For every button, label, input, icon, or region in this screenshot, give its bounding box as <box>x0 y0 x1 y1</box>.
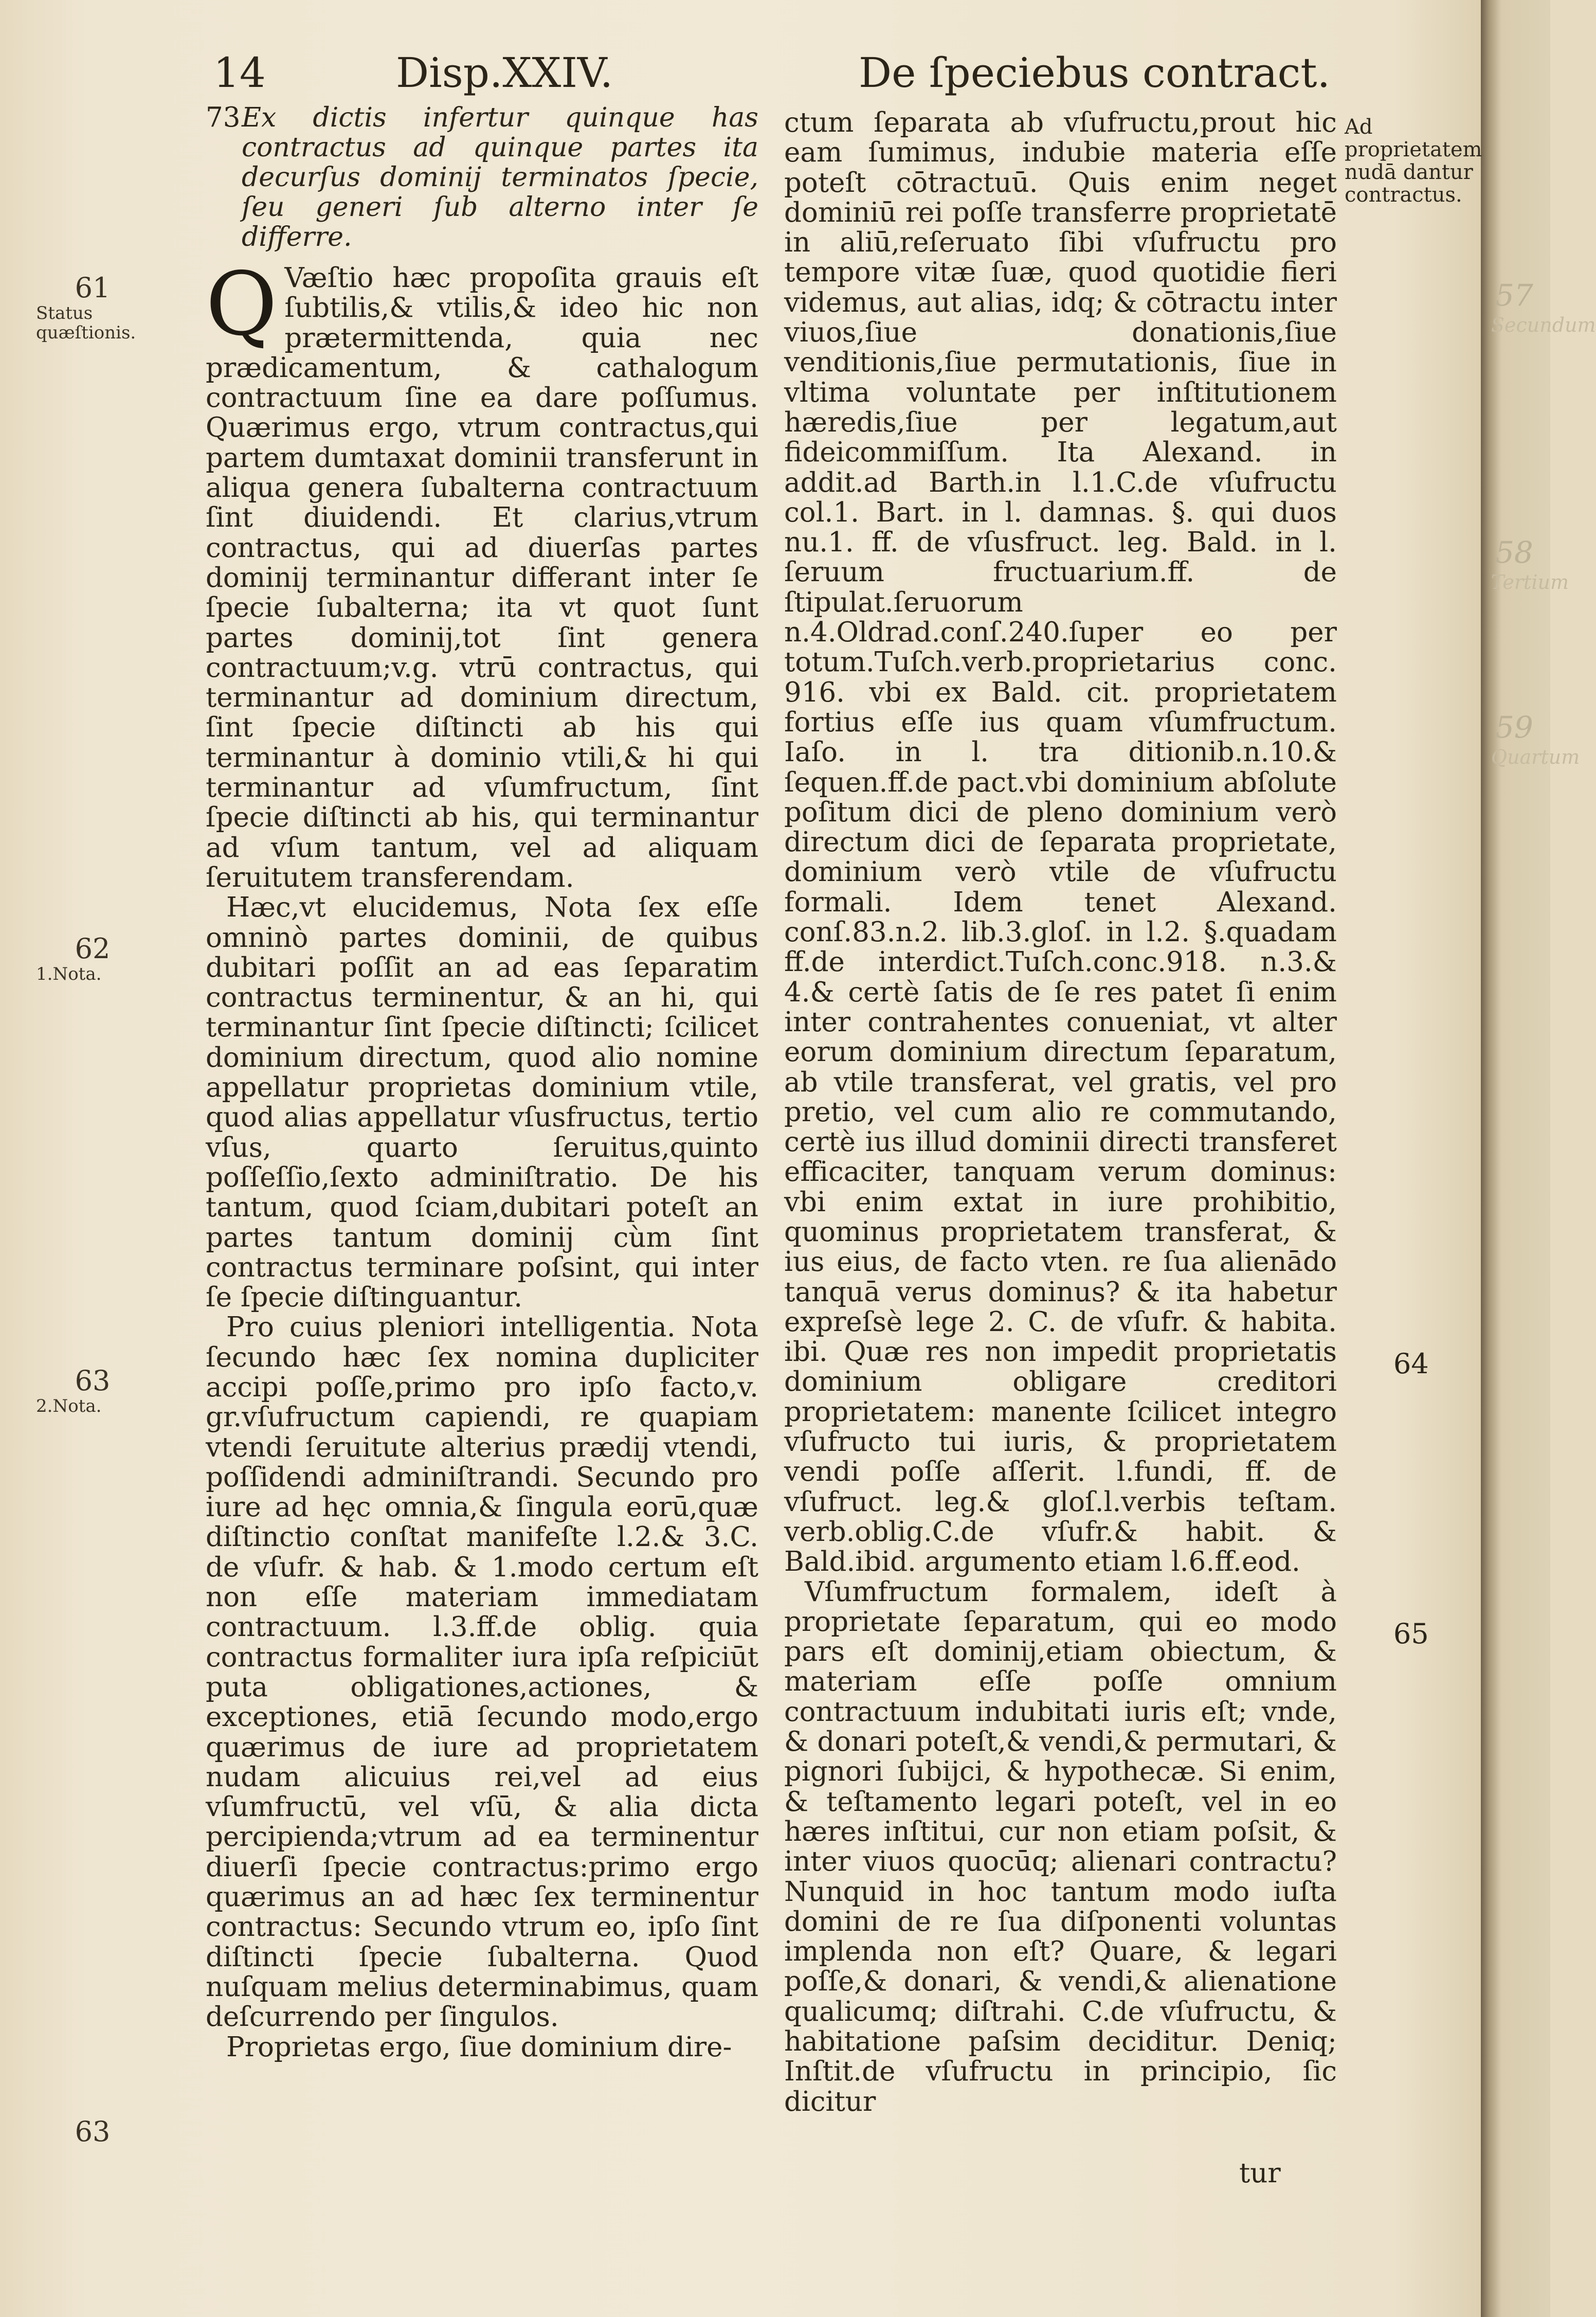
summary-text: Ex dictis infertur quinque has contractus ad quinque partes ita decurſus dominij terminatos ſpecie, ſeu generi ſub alterno inter ſe differre. <box>242 102 758 253</box>
margin-note-text: 2.Nota. <box>36 1396 102 1416</box>
margin-number: 61 <box>75 272 111 304</box>
paragraph: Proprietas ergo, ſiue dominium dire- <box>226 2031 732 2063</box>
bleed-number: 59 <box>1495 710 1533 745</box>
bleed-word: Tertium <box>1491 571 1569 594</box>
catchword: tur <box>1239 2158 1281 2189</box>
section-summary <box>206 103 758 252</box>
margin-note-text: 1.Nota. <box>36 964 102 984</box>
paragraph: ctum ſeparata ab vſufructu,prout hic eam ſumimus, indubie materia eſſe poteſt cōtractuū. Quis enim neget dominiū rei poſſe transferre proprietatē in aliū,reſeruato ſibi vſufructu pro tempore vitæ ſuæ, quod quotidie fieri videmus, aut alias, idq; & cōtractu inter viuos,ſiue donationis,ſiue venditionis,ſiue permutationis, ſiue in vltima voluntate per inſtitutionem hæredis,ſiue per legatum,aut fideicommiſſum. Ita Alexand. in addit.ad Barth.in l.1.C.de vſufructu col.1. Bart. in l. damnas. §. qui duos nu.1. ff. de vſusfruct. leg. Bald. in l. ſeruum fructuarium.ff. de ſtipulat.ſeruorum n.4.Oldrad.conſ.240.ſuper eo per totum.Tuſch.verb.proprietarius conc. 916. vbi ex Bald. cit. proprietatem fortius eſſe ius quam vſumfructum. Iaſo. in l. tra ditionib.n.10.& ſequen.ff.de pact.vbi dominium abſolute poſitum dici de pleno dominium verò directum dici de ſeparata proprietate, dominium verò vtile de vſufructu formali. Idem tenet Alexand. conſ.83.n.2. lib.3.gloſ. in l.2. §.quadam ff.de interdict.Tuſch.conc.918. n.3.& 4.& certè ſatis de ſe res patet ſi enim inter contrahentes conueniat, vt alter eorum dominium directum ſeparatum, ab vtile transferat, vel gratis, vel pro pretio, vel cum alio re commutando, certè ius illud dominii directi transferet efficaciter, tanquam verum dominus: vbi enim extat in iure prohibitio, quominus proprietatem transferat, & ius eius, de facto vten. re ſua alienādo tanquā verus dominus? & ita habetur expreſsè lege 2. C. de vſufr. & habita. ibi. Quæ res non impedit proprietatis dominium obligare creditori proprietatem: manente ſcilicet integro vſufructo tui iuris, & proprietatem vendi poſſe aſſerit. l.fundi, ff. de vſufruct. leg.& gloſ.l.verbis teſtam. verb.oblig.C.de vſufr.& habit. & Bald.ibid. argumento etiam l.6.ff.eod. <box>784 107 1337 1578</box>
margin-number: 64 <box>1393 1348 1429 1380</box>
margin-note-right: Ad proprietatem nudā dantur contractus. <box>1345 115 1482 207</box>
margin-note <box>36 1366 190 1416</box>
margin-number: 62 <box>75 932 111 965</box>
running-title: De ſpeciebus contract. <box>859 49 1330 97</box>
left-column <box>206 103 758 2062</box>
bleed-word: Secundum <box>1491 314 1596 336</box>
paragraph: Pro cuius pleniori intelligentia. Nota ſecundo hæc ſex nomina dupliciter accipi poſſe,primo pro ipſo facto,v. gr.vſufructum capiendi, re quapiam vtendi ſeruitute alterius prædij vtendi, poſſidendi adminiſtrandi. Secundo pro iure ad hęc omnia,& ſingula eorū,quæ diſtinctio conſtat manifeſte l.2.& 3.C. de vſufr. & hab. & 1.modo certum eſt non eſſe materiam immediatam contractuum. l.3.ff.de oblig. quia contractus formaliter iura ipſa reſpiciūt puta obligationes,actiones, & exceptiones, etiā ſecundo modo,ergo quærimus de iure ad proprietatem nudam alicuius rei,vel ad eius vſumfructū, vel vſū, & alia dicta percipienda;vtrum ad ea terminentur diuerſi ſpecie contractus:primo ergo quærimus an ad hæc ſex terminentur contractus: Secundo vtrum eo, ipſo ſint diſtincti ſpecie ſubalterna. Quod nuſquam melius determinabimus, quam deſcurrendo per ſingulos. <box>206 1312 758 2033</box>
margin-note-text: Status quæſtionis. <box>36 303 136 343</box>
paragraph: Væſtio hæc propoſita grauis eſt ſubtilis,& vtilis,& ideo hic non prætermittenda, quia nec prædicamentum, & cathalogum contractuum ſine ea dare poſſumus. Quærimus ergo, vtrum contractus,qui partem dumtaxat dominii transferunt in aliqua genera ſubalterna contractuum ſint diuidendi. Et clarius,vtrum contractus, qui ad diuerſas partes dominij terminantur differant inter ſe ſpecie ſubalterna; ita vt quot ſunt partes dominij,tot ſint genera contractuum;v.g. vtrū contractus, qui terminantur ad dominium directum, ſint ſpecie diſtincti ab his qui terminantur à dominio vtili,& hi qui terminantur ad vſumfructum, ſint ſpecie diſtincti ab his, qui terminantur ad vſum tantum, vel ad aliquam ſeruitutem transferendam. <box>206 262 758 893</box>
right-column <box>784 108 1337 2117</box>
facing-page-edge <box>1481 0 1596 2317</box>
bleed-number: 58 <box>1495 535 1533 570</box>
drop-cap: Q <box>206 254 278 355</box>
paragraph: Hæc,vt elucidemus, Nota ſex eſſe omninò partes dominii, de quibus dubitari poſſit an ad eas ſeparatim contractus terminentur, & an hi, qui terminantur ſint ſpecie diſtincti; ſcilicet dominium directum, quod alio nomine appellatur proprietas dominium vtile, quod alias appellatur vſusfructus, tertio vſus, quarto ſeruitus,quinto poſſeſſio,ſexto adminiſtratio. De his tantum, quod ſciam,dubitari poteſt an partes tantum dominij cùm ſint contractus terminare poſsint, qui inter ſe ſpecie diſtinguantur. <box>206 892 758 1314</box>
margin-number: 65 <box>1393 1618 1429 1650</box>
margin-note <box>36 273 190 343</box>
summary-number: 73 <box>206 102 241 133</box>
bleed-word: Quartum <box>1491 746 1580 768</box>
margin-number: 63 <box>75 2115 111 2148</box>
bleed-number: 57 <box>1495 278 1533 313</box>
margin-note <box>36 2116 190 2147</box>
disputation-heading: Disp.XXIV. <box>396 49 613 97</box>
paragraph: Vſumfructum formalem, ideſt à proprietate ſeparatum, qui eo modo pars eſt dominij,etiam obiectum, & materiam eſſe poſſe omnium contractuum indubitati iuris eſt; vnde, & donari poteſt,& vendi,& permutari, & pignori ſubijci, & hypothecæ. Si enim, & teſtamento legari poteſt, vel in eo hæres inſtitui, cur non etiam poſsit, & inter viuos quocūq; alienari contractu? Nunquid in hoc tantum modo iuſta domini de re ſua diſponenti voluntas implenda non eſt? Quare, & legari poſſe,& donari, & vendi,& alienatione qualicumq; diſtrahi. C.de vſufructu, & habitatione paſsim deciditur. Deniq; Inſtit.de vſufructu in principio, ſic dicitur <box>784 1576 1337 2117</box>
margin-number: 63 <box>75 1364 111 1397</box>
page-number: 14 <box>213 49 266 97</box>
margin-note <box>36 933 190 984</box>
